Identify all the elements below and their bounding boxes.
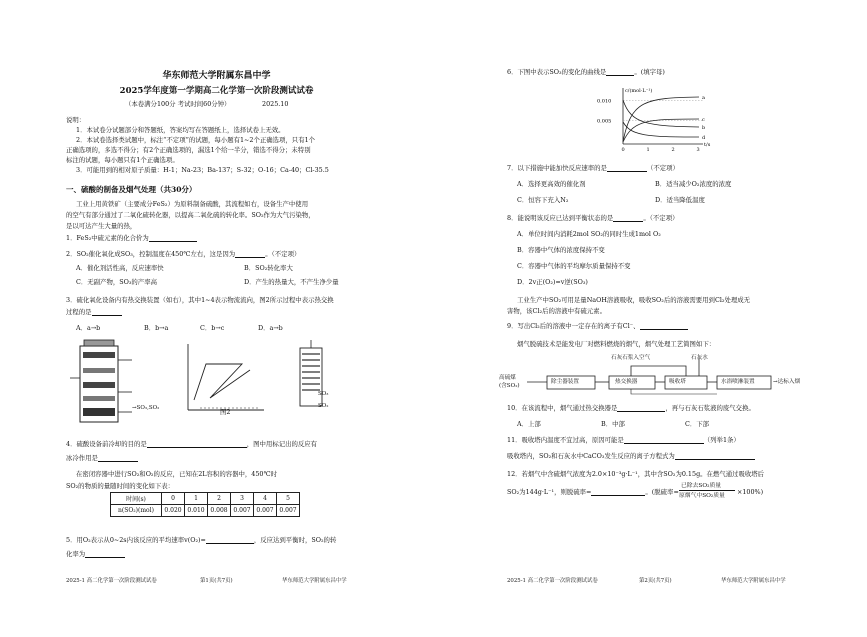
option: B．适当减少O₂浓度的浓度 — [655, 180, 732, 188]
option: C．下部 — [685, 420, 710, 428]
exam-date: 2025.10 — [262, 100, 289, 108]
table-cell: 0.010 — [185, 505, 208, 517]
table-cell: 0.008 — [208, 505, 231, 517]
flue-gas-flow-diagram — [499, 352, 809, 396]
catalyst-layer — [83, 352, 115, 358]
catalyst-layer — [83, 396, 115, 401]
question-12: 12．若烟气中含硫烟气浓度为2.0×10⁻³g·L⁻¹，其中含SO₂为0.15g。在燃气通过吸收塔后 — [507, 470, 765, 478]
fraction-end: ×100%) — [737, 488, 764, 496]
note-line: 2．本试卷选择类试题中，标注“不定项”的试题，每小题有1~2个正确选项，只有1个 — [76, 136, 316, 144]
table-row — [111, 505, 300, 517]
table-cell: 0.020 — [162, 505, 185, 517]
question-10: 10．在该流程中，烟气通过热交换器是 ，再与石灰石浆液的废气交换。 — [507, 404, 755, 412]
question-7: 7．以下措施中能加快反应速率的是 （不定项） — [507, 164, 679, 172]
option: D．2v正(O₂)=v逆(SO₃) — [517, 278, 588, 286]
option: D．适当降低温度 — [655, 196, 705, 204]
question-4: 4．硫酸设备前冷却的目的是 ，图中用标记出的反应有 — [66, 440, 318, 448]
option: C．b→c — [200, 324, 225, 332]
flow-box-label: 除尘器装置 — [551, 379, 579, 385]
x-tick-label: 3 — [696, 147, 700, 153]
footer-school: 华东师范大学附属东昌中学 — [721, 578, 786, 584]
heat-exchange-figure — [180, 340, 270, 416]
question-11-cont: 吸收塔内，SO₂和石灰水中CaCO₃发生反应的离子方程式为 — [507, 452, 755, 460]
question-1: 1．FeS₂中硫元素的化合价为 — [66, 234, 197, 242]
tower-top — [84, 340, 114, 346]
table-cell: n(SO₂)(mol) — [111, 505, 162, 517]
curve-a — [623, 97, 699, 142]
x-tick-label: 2 — [671, 147, 675, 153]
flow-top-label: 石灰水 — [691, 355, 708, 361]
exam-title: 2025学年度第一学期高二化学第一次阶段测试试卷 — [119, 86, 314, 96]
school-name: 华东师范大学附属东昌中学 — [162, 71, 271, 81]
x-axis-label: t/s — [704, 142, 711, 148]
q6-concentration-chart — [595, 78, 715, 156]
q4-intro: 在密闭容器中进行SO₂和O₂的反应，已知在2L容积的容器中，450℃时 — [76, 470, 278, 478]
question-3-cont: 过程的是 — [66, 308, 122, 316]
question-12-cont: SO₂为144g·L⁻¹，则脱硫率= 。(脱硫率= — [507, 488, 679, 496]
option: A．选择更高效的催化剂 — [517, 180, 586, 188]
curve-c — [623, 119, 699, 142]
flow-loop — [631, 366, 686, 376]
question-6: 6．下图中表示SO₃的变化的曲线是 。(填字母) — [507, 68, 665, 76]
left-page — [0, 0, 433, 637]
table-cell: 3 — [231, 493, 254, 505]
table-cell: 0 — [162, 493, 185, 505]
table-cell: 时间(s) — [111, 493, 162, 505]
flow-source: 高硫煤 — [499, 375, 516, 381]
return-line — [631, 389, 717, 394]
x-tick-label: 1 — [646, 147, 650, 153]
note-line: 1．本试卷分试题部分和答题纸，答案均写在答题纸上，选择试卷上无效。 — [76, 126, 285, 134]
figure-2-caption: 图2 — [220, 408, 231, 416]
note-line: 正确选项的，多选不得分；有2个正确选项的，漏选1个给一半分，错选不得分；未特别 — [66, 146, 311, 154]
flow-output: →达标入烟 — [773, 379, 801, 385]
so2-data-table — [110, 492, 300, 517]
flow-source-2: (含SO₂) — [499, 383, 520, 389]
option: D．产生的热量大，不产生净少量 — [244, 278, 339, 286]
flow-box-label: 热交换器 — [615, 379, 638, 385]
flow-top-label: 石灰石浆入空气 — [611, 355, 651, 361]
table-cell: 4 — [254, 493, 277, 505]
curve-b — [623, 100, 699, 127]
option: D．a→b — [258, 324, 283, 332]
x-tick-label: 0 — [621, 147, 625, 153]
intro-line: 的空气有部分通过了二氧化硫转化器，以提高二氧化硫的转化率。SO₂作为大气污染物， — [66, 211, 315, 219]
note-line: 3．可能用到的相对原子质量：H-1；Na-23；Ba-137；S-32；O-16；Ca-40；Cl-35.5 — [76, 166, 329, 174]
section-title: 一、硫酸的制备及烟气处理（共30分） — [66, 185, 197, 194]
question-9: 9．写出Cl₂后的溶液中一定存在的离子有Cl⁻、 — [507, 322, 688, 330]
flow-box-label: 水浴喷淋装置 — [721, 379, 755, 385]
notes-label: 说明： — [66, 116, 86, 124]
note-line: 标注的试题，每小题只有1个正确选项。 — [66, 156, 179, 164]
question-4-cont: 冰冷作用是 — [66, 454, 138, 462]
fraction-bar — [679, 490, 735, 491]
option: C．恒容下充入N₂ — [517, 196, 569, 204]
option: A．单位时间内消耗2mol SO₂的同时生成1mol O₂ — [517, 230, 661, 238]
footer-school: 华东师范大学附属东昌中学 — [282, 578, 347, 584]
question-8: 8．能说明该反应已达到平衡状态的是 。（不定项） — [507, 214, 679, 222]
table-cell: 5 — [277, 493, 300, 505]
option: A．上部 — [517, 420, 541, 428]
option: C．无副产物，SO₃的产率高 — [76, 278, 157, 286]
curve-d — [623, 122, 699, 137]
option: B．b→a — [144, 324, 169, 332]
footer-left: 2025-1 高二化学第一次阶段测试试卷 — [507, 578, 598, 584]
catalyst-layer — [83, 368, 115, 373]
intro-line: 工业上用黄铁矿（主要成分FeS₂）为原料制备硫酸，其流程如右，设备生产中使用 — [76, 200, 309, 208]
curve-label: a — [702, 95, 705, 101]
option: B．SO₂转化率大 — [244, 264, 293, 272]
option: A．a→b — [76, 324, 101, 332]
table-row — [111, 493, 300, 505]
option: A．催化剂活性高，反应速率快 — [76, 264, 164, 272]
gas-label: →SO₃,SO₂ — [132, 405, 160, 411]
table-cell: 2 — [208, 493, 231, 505]
footer-page: 第1页(共7页) — [200, 578, 233, 584]
table-cell: 0.007 — [277, 505, 300, 517]
question-11: 11．吸收塔内温度不宜过高，原因可能是 （列举1条） — [507, 436, 740, 444]
intro-line: 是以可达产生大量的热， — [66, 222, 137, 230]
curve-label: c — [702, 117, 705, 123]
q4-intro: SO₂的物质的量随时间的变化如下表： — [66, 482, 175, 490]
catalyst-layer — [83, 382, 115, 388]
fraction-denominator: 原烟气中SO₂质量 — [679, 493, 725, 499]
catalyst-layer — [83, 408, 115, 416]
y-tick-label: 0.005 — [597, 118, 612, 125]
converter-tower-figure — [70, 338, 160, 428]
q8-text: 工业生产中SO₂可用足量NaOH溶液吸收，吸收SO₂后的溶液需要用到Cl₂处理成无 — [517, 296, 751, 304]
footer-left: 2025-1 高二化学第一次阶段测试试卷 — [66, 578, 157, 584]
question-3: 3．硫化氧化设备内有热交换装置（如右），其中1~4表示物流流向，图2所示过程中表示热交换 — [66, 296, 334, 304]
table-cell: 0.007 — [254, 505, 277, 517]
curve-label: d — [702, 135, 706, 141]
flow-intro: 烟气脱硫技术是能发电厂对燃料燃烧的烟气，烟气处理工艺简图如下： — [517, 340, 716, 348]
option: B．中部 — [601, 420, 625, 428]
q8-text: 害物，该Cl₂后的溶液中有硫元素。 — [507, 307, 606, 315]
footer-page: 第2页(共7页) — [639, 578, 672, 584]
flow-path — [194, 364, 250, 400]
so3-label: SO₃ — [318, 391, 329, 397]
question-5: 5．用O₂表示从0~2s内该反应的平均速率v(O₂)= ，反应达到平衡时，SO₂的转 — [66, 536, 337, 544]
option: C．容器中气体的平均摩尔质量保持不变 — [517, 262, 631, 270]
flow-box-label: 吸收塔 — [669, 379, 686, 385]
so2-label: SO₂ — [318, 403, 329, 409]
question-5-cont: 化率为 — [66, 550, 125, 558]
y-tick-label: 0.010 — [597, 98, 612, 105]
right-page — [433, 0, 866, 637]
question-2: 2．SO₂催化氧化成SO₃，控制温度在450℃左右，这是因为 。（不定项） — [66, 250, 301, 258]
column-packing — [302, 354, 320, 390]
absorption-column-figure — [296, 340, 330, 410]
exam-meta: （本卷满分100分 考试时间60分钟） — [125, 100, 231, 108]
curve-label: b — [702, 125, 706, 131]
option: B．容器中气体的浓度保持不变 — [517, 246, 605, 254]
table-cell: 1 — [185, 493, 208, 505]
fraction-numerator: 已除去SO₂质量 — [681, 483, 722, 489]
table-cell: 0.007 — [231, 505, 254, 517]
y-axis-label: c/(mol·L⁻¹) — [625, 88, 653, 94]
